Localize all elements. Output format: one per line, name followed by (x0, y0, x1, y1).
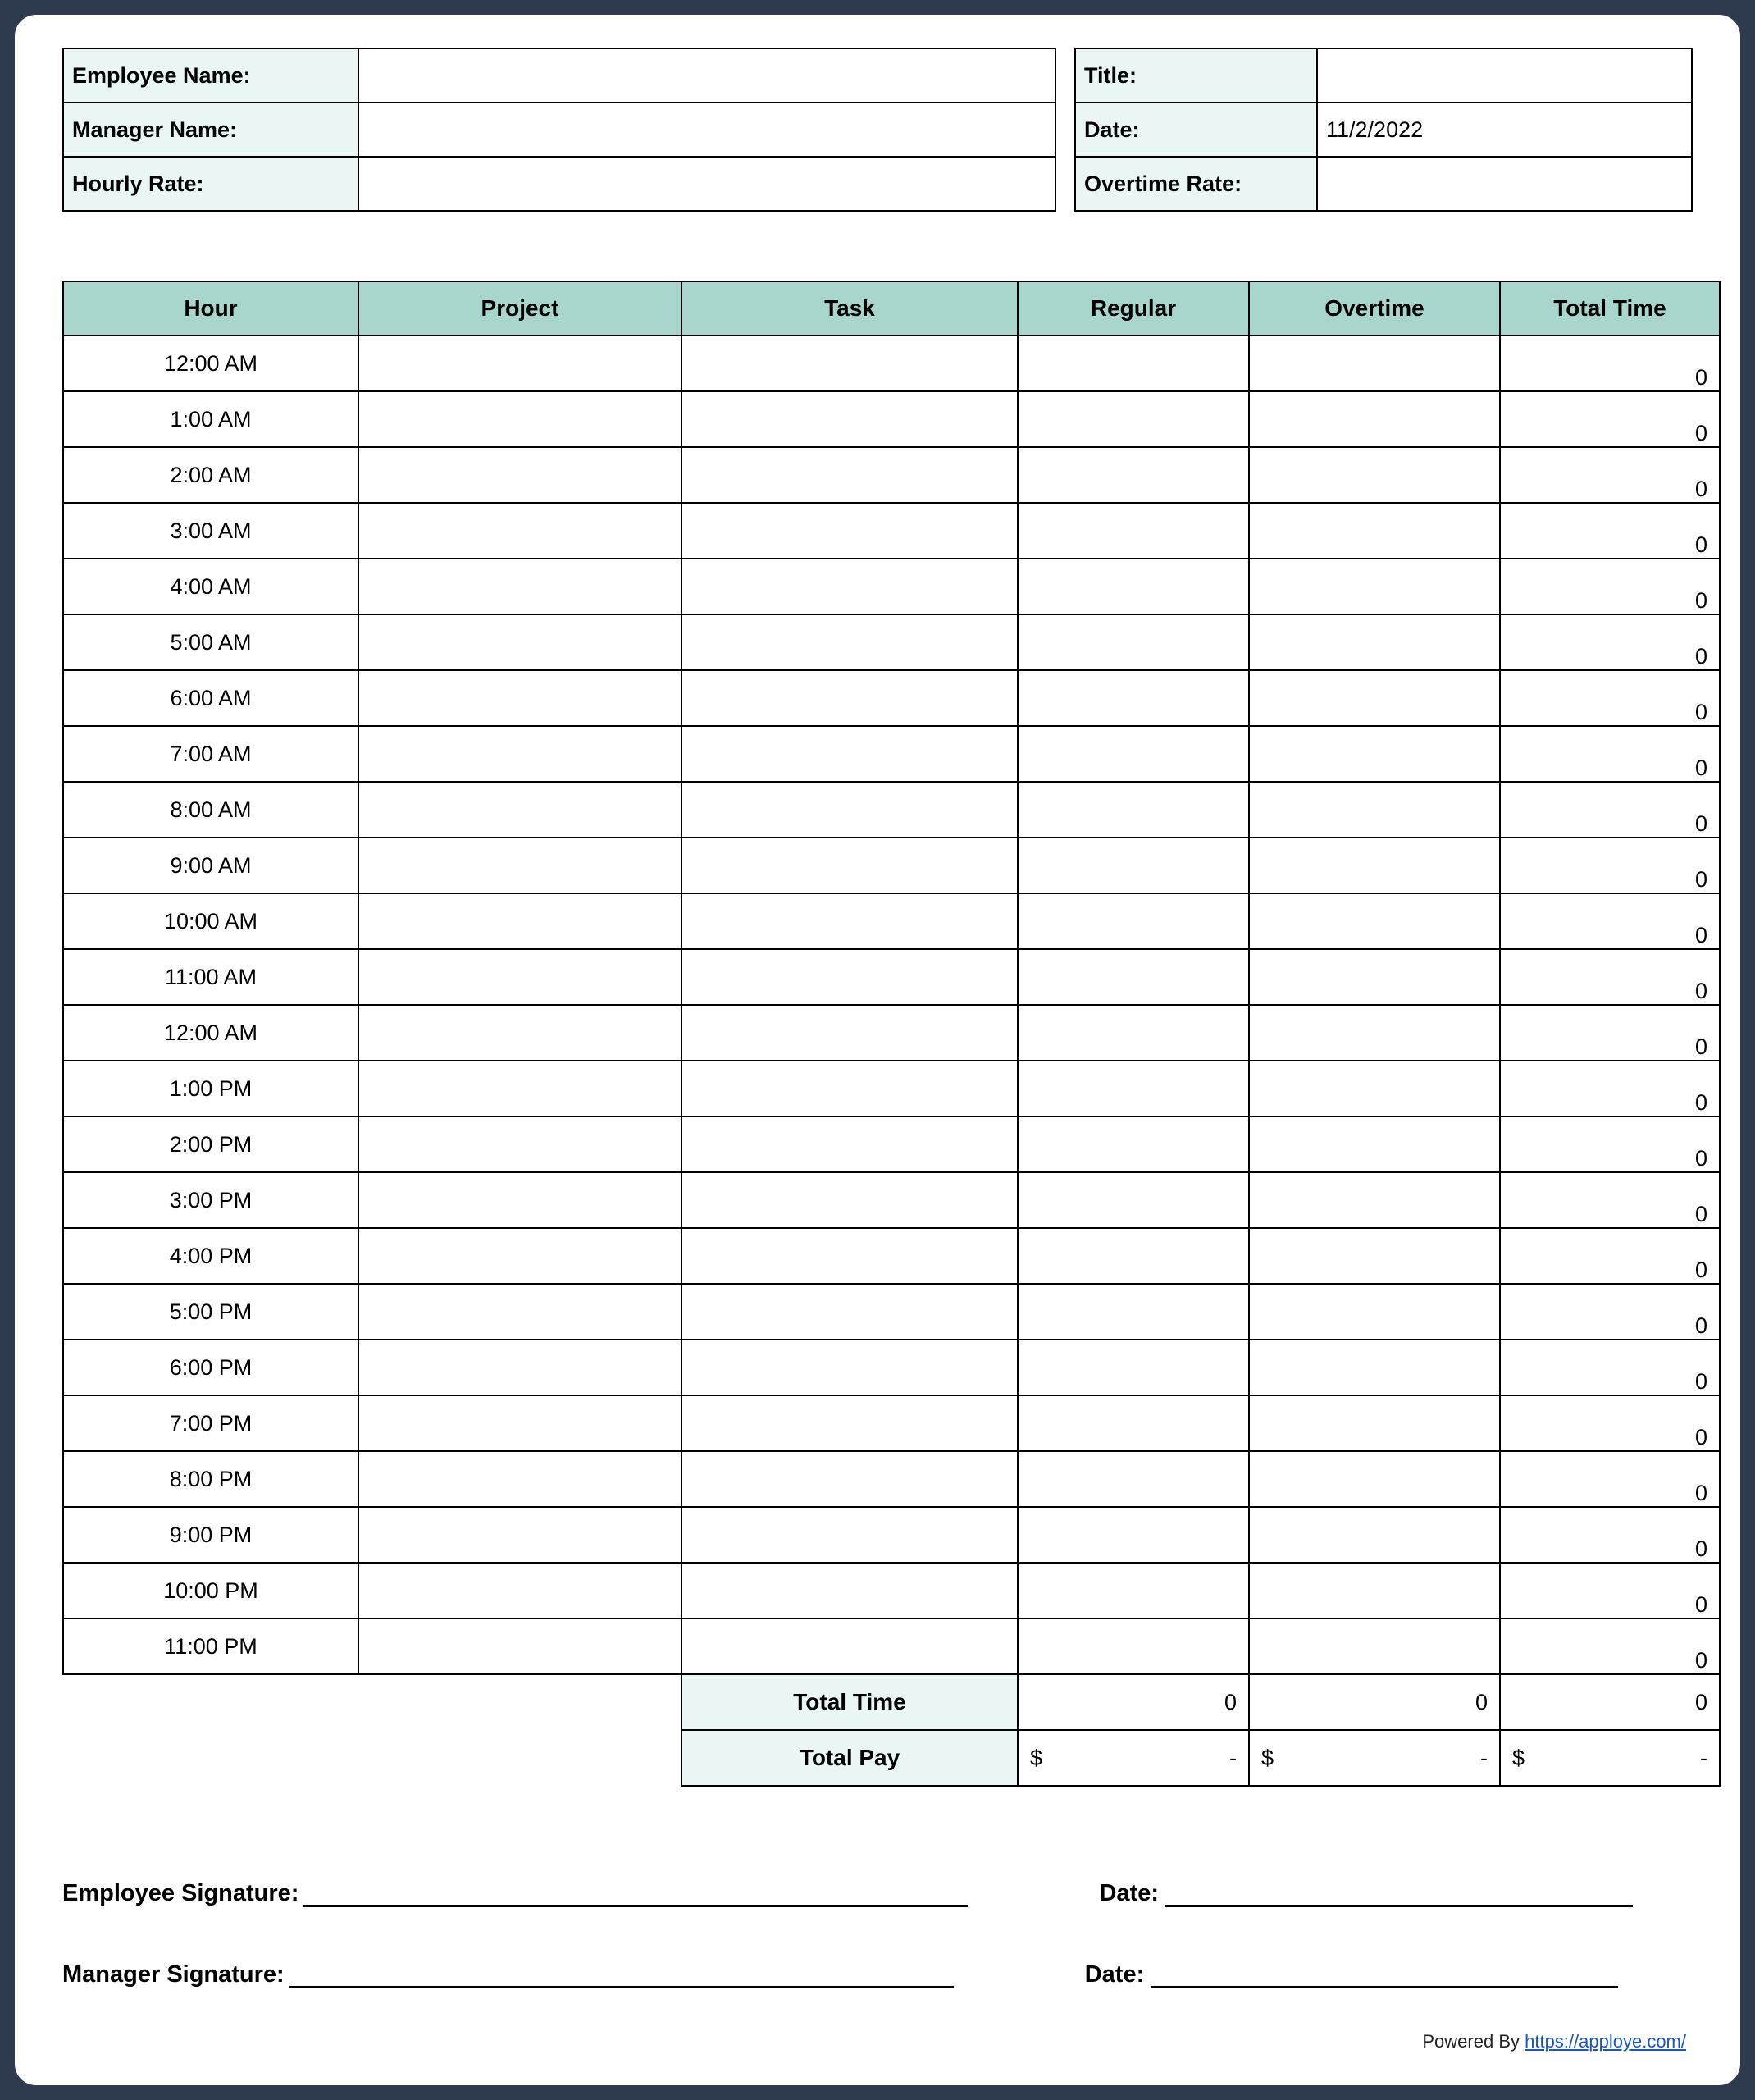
row-hour: 4:00 PM (63, 1228, 358, 1284)
row-project[interactable] (358, 1005, 681, 1061)
row-total-time: 0 (1500, 503, 1720, 559)
employee-signature-row (62, 1877, 1693, 1907)
table-row (63, 726, 1720, 782)
row-project[interactable] (358, 726, 681, 782)
total-time-label: Total Time (681, 1674, 1018, 1730)
hourly-rate-label: Hourly Rate: (63, 157, 358, 211)
row-total-time: 0 (1500, 1507, 1720, 1563)
row-task[interactable] (681, 893, 1018, 949)
column-header-hour: Hour (63, 281, 358, 336)
row-hour: 7:00 PM (63, 1395, 358, 1451)
table-row (63, 1563, 1720, 1618)
row-hour: 6:00 PM (63, 1340, 358, 1395)
row-task[interactable] (681, 614, 1018, 670)
row-total-time: 0 (1500, 336, 1720, 391)
row-total-time: 0 (1500, 1284, 1720, 1340)
row-total-time: 0 (1500, 893, 1720, 949)
row-hour: 12:00 AM (63, 336, 358, 391)
row-regular[interactable] (1018, 1451, 1249, 1507)
table-row (63, 1116, 1720, 1172)
row-task[interactable] (681, 1618, 1018, 1674)
row-project[interactable] (358, 614, 681, 670)
row-total-time: 0 (1500, 670, 1720, 726)
row-hour: 8:00 AM (63, 782, 358, 838)
table-row (63, 1005, 1720, 1061)
row-regular[interactable] (1018, 670, 1249, 726)
currency-symbol: $ (1512, 1745, 1525, 1770)
row-regular[interactable] (1018, 726, 1249, 782)
row-task[interactable] (681, 726, 1018, 782)
row-total-time: 0 (1500, 1005, 1720, 1061)
row-total-time: 0 (1500, 726, 1720, 782)
row-regular[interactable] (1018, 1340, 1249, 1395)
powered-by-text: Powered By (1422, 2031, 1525, 2052)
row-task[interactable] (681, 559, 1018, 614)
table-row (63, 447, 1720, 503)
row-task[interactable] (681, 1340, 1018, 1395)
table-row (63, 949, 1720, 1005)
row-overtime[interactable] (1249, 1116, 1500, 1172)
currency-symbol: $ (1261, 1745, 1274, 1770)
employee-name-label: Employee Name: (63, 48, 358, 103)
overtime-rate-value[interactable] (1317, 157, 1692, 211)
overtime-rate-label: Overtime Rate: (1075, 157, 1317, 211)
table-row (63, 559, 1720, 614)
row-hour: 10:00 PM (63, 1563, 358, 1618)
row-overtime[interactable] (1249, 949, 1500, 1005)
row-regular[interactable] (1018, 1395, 1249, 1451)
row-project[interactable] (358, 1284, 681, 1340)
row-regular[interactable] (1018, 614, 1249, 670)
table-row (63, 391, 1720, 447)
row-task[interactable] (681, 503, 1018, 559)
row-overtime[interactable] (1249, 1451, 1500, 1507)
row-regular[interactable] (1018, 1172, 1249, 1228)
row-overtime[interactable] (1249, 614, 1500, 670)
employee-signature-label: Employee Signature: (62, 1880, 299, 1906)
employee-signature-line[interactable] (303, 1877, 968, 1907)
row-regular[interactable] (1018, 1618, 1249, 1674)
info-row-hourly-rate (63, 157, 1692, 211)
row-hour: 9:00 PM (63, 1507, 358, 1563)
row-overtime[interactable] (1249, 336, 1500, 391)
row-project[interactable] (358, 1618, 681, 1674)
row-hour: 8:00 PM (63, 1451, 358, 1507)
row-project[interactable] (358, 1116, 681, 1172)
row-total-time: 0 (1500, 1395, 1720, 1451)
row-task[interactable] (681, 1228, 1018, 1284)
employee-name-value[interactable] (358, 48, 1055, 103)
total-pay-overtime (1249, 1730, 1500, 1786)
row-regular[interactable] (1018, 503, 1249, 559)
row-regular[interactable] (1018, 838, 1249, 893)
employee-date-label: Date: (1099, 1880, 1159, 1906)
row-task[interactable] (681, 838, 1018, 893)
manager-date-line[interactable] (1151, 1958, 1618, 1988)
powered-by-footer (1422, 2031, 1686, 2052)
table-row (63, 838, 1720, 893)
timesheet-document (15, 15, 1740, 2085)
row-hour: 4:00 AM (63, 559, 358, 614)
row-overtime[interactable] (1249, 782, 1500, 838)
row-project[interactable] (358, 1563, 681, 1618)
manager-signature-line[interactable] (289, 1958, 954, 1988)
column-header-total-time: Total Time (1500, 281, 1720, 336)
row-project[interactable] (358, 391, 681, 447)
row-total-time: 0 (1500, 1116, 1720, 1172)
row-project[interactable] (358, 1451, 681, 1507)
manager-name-value[interactable] (358, 103, 1055, 157)
row-overtime[interactable] (1249, 893, 1500, 949)
row-total-time: 0 (1500, 1451, 1720, 1507)
row-hour: 5:00 PM (63, 1284, 358, 1340)
row-project[interactable] (358, 1061, 681, 1116)
row-task[interactable] (681, 1395, 1018, 1451)
row-task[interactable] (681, 1116, 1018, 1172)
total-time-regular: 0 (1018, 1674, 1249, 1730)
row-regular[interactable] (1018, 1116, 1249, 1172)
table-row (63, 1395, 1720, 1451)
row-project[interactable] (358, 782, 681, 838)
table-row (63, 1451, 1720, 1507)
row-hour: 1:00 PM (63, 1061, 358, 1116)
row-regular[interactable] (1018, 949, 1249, 1005)
total-pay-row (63, 1730, 1720, 1786)
row-hour: 11:00 AM (63, 949, 358, 1005)
row-overtime[interactable] (1249, 1228, 1500, 1284)
row-regular[interactable] (1018, 559, 1249, 614)
total-pay-label: Total Pay (681, 1730, 1018, 1786)
currency-symbol: $ (1030, 1745, 1043, 1770)
total-time-overtime: 0 (1249, 1674, 1500, 1730)
row-hour: 6:00 AM (63, 670, 358, 726)
row-hour: 3:00 AM (63, 503, 358, 559)
row-overtime[interactable] (1249, 670, 1500, 726)
employee-date-line[interactable] (1165, 1877, 1633, 1907)
row-overtime[interactable] (1249, 726, 1500, 782)
row-project[interactable] (358, 949, 681, 1005)
row-project[interactable] (358, 838, 681, 893)
manager-signature-row (62, 1958, 1693, 1988)
row-regular[interactable] (1018, 1563, 1249, 1618)
totals-empty-cell (358, 1674, 681, 1730)
table-row (63, 614, 1720, 670)
row-regular[interactable] (1018, 336, 1249, 391)
row-task[interactable] (681, 336, 1018, 391)
row-project[interactable] (358, 336, 681, 391)
row-task[interactable] (681, 1507, 1018, 1563)
total-pay-total (1500, 1730, 1720, 1786)
row-total-time: 0 (1500, 1061, 1720, 1116)
row-total-time: 0 (1500, 614, 1720, 670)
column-header-project: Project (358, 281, 681, 336)
apploye-link[interactable]: https://apploye.com/ (1525, 2031, 1686, 2052)
grid-body (63, 336, 1720, 1674)
column-header-task: Task (681, 281, 1018, 336)
row-overtime[interactable] (1249, 503, 1500, 559)
row-hour: 1:00 AM (63, 391, 358, 447)
date-value[interactable]: 11/2/2022 (1317, 103, 1692, 157)
row-hour: 11:00 PM (63, 1618, 358, 1674)
table-row (63, 782, 1720, 838)
row-overtime[interactable] (1249, 447, 1500, 503)
total-time-row (63, 1674, 1720, 1730)
row-project[interactable] (358, 670, 681, 726)
employee-info-table (62, 48, 1693, 212)
row-overtime[interactable] (1249, 1172, 1500, 1228)
row-task[interactable] (681, 447, 1018, 503)
totals-empty-cell (63, 1674, 358, 1730)
row-total-time: 0 (1500, 838, 1720, 893)
row-regular[interactable] (1018, 1284, 1249, 1340)
table-row (63, 503, 1720, 559)
row-overtime[interactable] (1249, 1005, 1500, 1061)
row-overtime[interactable] (1249, 559, 1500, 614)
table-row (63, 1284, 1720, 1340)
row-hour: 9:00 AM (63, 838, 358, 893)
row-overtime[interactable] (1249, 391, 1500, 447)
row-total-time: 0 (1500, 391, 1720, 447)
row-regular[interactable] (1018, 1005, 1249, 1061)
row-total-time: 0 (1500, 559, 1720, 614)
table-row (63, 893, 1720, 949)
row-project[interactable] (358, 559, 681, 614)
info-spacer (1055, 157, 1075, 211)
row-task[interactable] (681, 670, 1018, 726)
info-row-employee-name (63, 48, 1692, 103)
row-regular[interactable] (1018, 893, 1249, 949)
row-total-time: 0 (1500, 782, 1720, 838)
row-total-time: 0 (1500, 447, 1720, 503)
row-project[interactable] (358, 893, 681, 949)
info-row-manager-name (63, 103, 1692, 157)
row-overtime[interactable] (1249, 1340, 1500, 1395)
column-header-overtime: Overtime (1249, 281, 1500, 336)
info-spacer (1055, 103, 1075, 157)
hourly-rate-value[interactable] (358, 157, 1055, 211)
row-total-time: 0 (1500, 1172, 1720, 1228)
row-overtime[interactable] (1249, 1395, 1500, 1451)
row-task[interactable] (681, 391, 1018, 447)
row-hour: 7:00 AM (63, 726, 358, 782)
row-task[interactable] (681, 1172, 1018, 1228)
row-total-time: 0 (1500, 1340, 1720, 1395)
row-total-time: 0 (1500, 1563, 1720, 1618)
row-task[interactable] (681, 1061, 1018, 1116)
table-row (63, 1340, 1720, 1395)
row-overtime[interactable] (1249, 1618, 1500, 1674)
row-hour: 3:00 PM (63, 1172, 358, 1228)
row-overtime[interactable] (1249, 1507, 1500, 1563)
row-overtime[interactable] (1249, 838, 1500, 893)
info-spacer (1055, 48, 1075, 103)
row-project[interactable] (358, 447, 681, 503)
row-task[interactable] (681, 1451, 1018, 1507)
total-pay-total-value: - (1700, 1745, 1707, 1770)
row-total-time: 0 (1500, 1228, 1720, 1284)
manager-signature-label: Manager Signature: (62, 1961, 285, 1988)
row-project[interactable] (358, 1395, 681, 1451)
row-task[interactable] (681, 782, 1018, 838)
table-row (63, 1228, 1720, 1284)
row-hour: 12:00 AM (63, 1005, 358, 1061)
row-hour: 2:00 AM (63, 447, 358, 503)
row-regular[interactable] (1018, 1228, 1249, 1284)
manager-date-label: Date: (1084, 1961, 1145, 1988)
row-project[interactable] (358, 1507, 681, 1563)
table-row (63, 1061, 1720, 1116)
row-regular[interactable] (1018, 447, 1249, 503)
row-overtime[interactable] (1249, 1563, 1500, 1618)
totals-empty-cell (63, 1730, 358, 1786)
total-pay-regular (1018, 1730, 1249, 1786)
row-task[interactable] (681, 949, 1018, 1005)
row-project[interactable] (358, 503, 681, 559)
total-pay-regular-value: - (1229, 1745, 1237, 1770)
row-regular[interactable] (1018, 782, 1249, 838)
row-project[interactable] (358, 1340, 681, 1395)
signature-section (62, 1877, 1693, 1988)
table-row (63, 670, 1720, 726)
row-task[interactable] (681, 1284, 1018, 1340)
row-regular[interactable] (1018, 1507, 1249, 1563)
row-hour: 10:00 AM (63, 893, 358, 949)
table-row (63, 1172, 1720, 1228)
row-task[interactable] (681, 1563, 1018, 1618)
row-regular[interactable] (1018, 391, 1249, 447)
table-row (63, 1618, 1720, 1674)
timesheet-grid (62, 281, 1721, 1787)
table-row (63, 1507, 1720, 1563)
row-task[interactable] (681, 1005, 1018, 1061)
total-pay-overtime-value: - (1480, 1745, 1488, 1770)
row-hour: 5:00 AM (63, 614, 358, 670)
row-hour: 2:00 PM (63, 1116, 358, 1172)
date-label: Date: (1075, 103, 1317, 157)
row-overtime[interactable] (1249, 1061, 1500, 1116)
grid-header-row (63, 281, 1720, 336)
table-row (63, 336, 1720, 391)
column-header-regular: Regular (1018, 281, 1249, 336)
row-overtime[interactable] (1249, 1284, 1500, 1340)
title-value[interactable] (1317, 48, 1692, 103)
row-total-time: 0 (1500, 1618, 1720, 1674)
row-total-time: 0 (1500, 949, 1720, 1005)
row-project[interactable] (358, 1172, 681, 1228)
row-regular[interactable] (1018, 1061, 1249, 1116)
row-project[interactable] (358, 1228, 681, 1284)
total-time-total: 0 (1500, 1674, 1720, 1730)
totals-empty-cell (358, 1730, 681, 1786)
manager-name-label: Manager Name: (63, 103, 358, 157)
title-label: Title: (1075, 48, 1317, 103)
